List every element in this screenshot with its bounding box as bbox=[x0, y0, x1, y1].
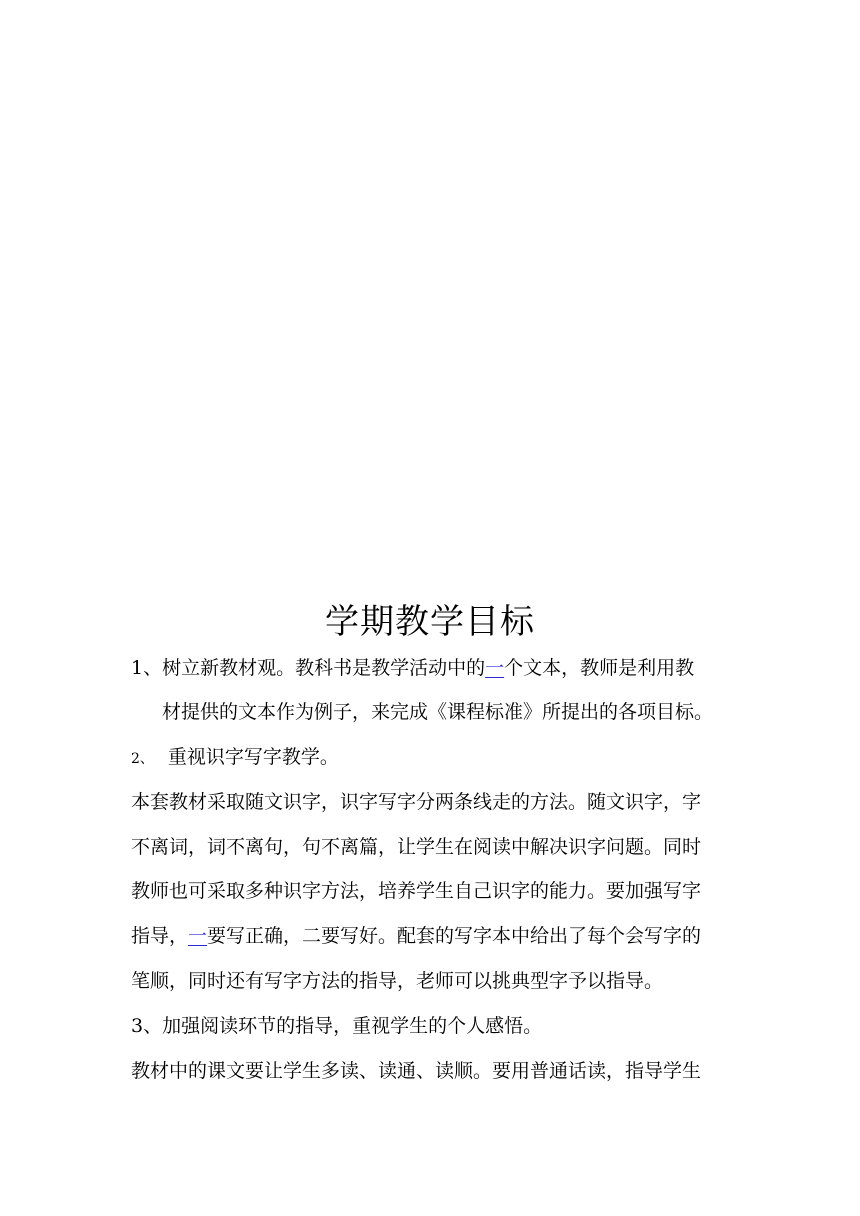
item1-text-before: 树立新教材观。教科书是教学活动中的 bbox=[162, 657, 486, 679]
item2-para-line2: 不离词，词不离句，句不离篇，让学生在阅读中解决识字问题。同时 bbox=[131, 836, 702, 858]
item2-para-line4-before: 指导， bbox=[131, 925, 189, 947]
item2-para-line4 bbox=[131, 922, 701, 950]
document-title: 学期教学目标 bbox=[325, 602, 535, 642]
item3-para-line1: 教材中的课文要让学生多读、读通、读顺。要用普通话读，指导学生 bbox=[131, 1060, 702, 1082]
item2-heading bbox=[131, 743, 339, 773]
item1-number: 1、 bbox=[131, 657, 163, 679]
item1-line1 bbox=[131, 654, 694, 682]
item1-text-after: 个文本，教师是利用教 bbox=[504, 657, 695, 679]
item2-link[interactable]: 一 bbox=[188, 925, 208, 947]
item1-line2: 材提供的文本作为例子，来完成《课程标准》所提出的各项目标。 bbox=[162, 701, 714, 723]
item2-number: 2、 bbox=[131, 751, 154, 767]
item2-heading-text: 重视识字写字教学。 bbox=[167, 746, 339, 768]
item2-para-line5: 笔顺，同时还有写字方法的指导，老师可以挑典型字予以指导。 bbox=[131, 970, 664, 992]
item2-para-line4-after: 要写正确，二要写好。配套的写字本中给出了每个会写字的 bbox=[207, 925, 702, 947]
item2-para-line1: 本套教材采取随文识字，识字写字分两条线走的方法。随文识字，字 bbox=[131, 791, 702, 813]
item1-link[interactable]: 一 bbox=[485, 657, 505, 679]
item3-heading: 3、加强阅读环节的指导，重视学生的个人感悟。 bbox=[131, 1015, 543, 1037]
item2-para-line3: 教师也可采取多种识字方法，培养学生自己识字的能力。要加强写字 bbox=[131, 880, 702, 902]
